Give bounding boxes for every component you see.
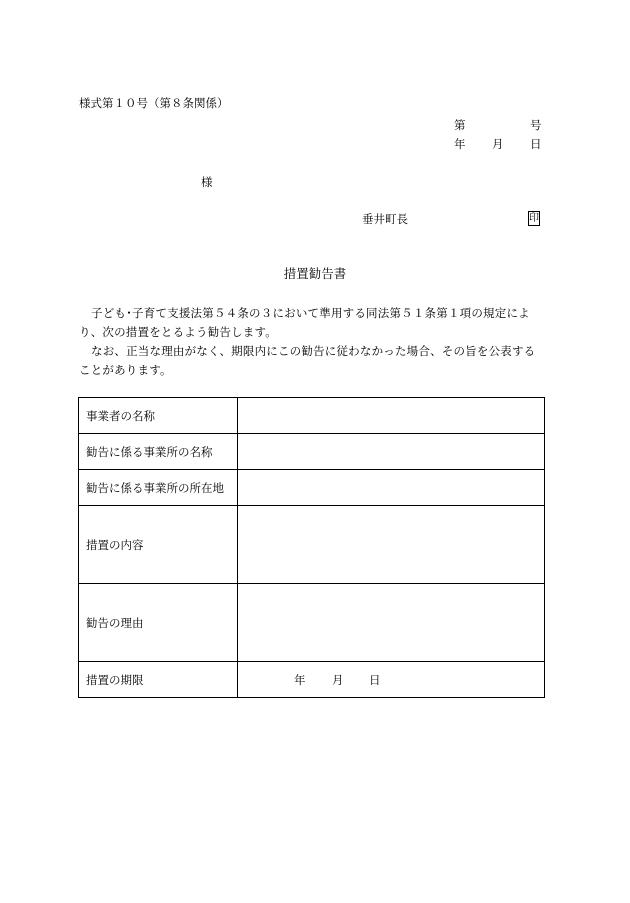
- table-row: [79, 506, 545, 584]
- recommendation-reason-field[interactable]: [238, 584, 545, 662]
- row-label: 勧告に係る事業所の名称: [79, 434, 238, 470]
- row-label: 措置の内容: [79, 506, 238, 584]
- issue-date-month: 月: [492, 137, 504, 151]
- form-number: 様式第１０号（第８条関係）: [79, 96, 229, 110]
- row-label: 勧告に係る事業所の所在地: [79, 470, 238, 506]
- row-label: 措置の期限: [79, 662, 238, 698]
- document-number-prefix: 第: [454, 118, 466, 132]
- paragraph-disclosure: [79, 342, 553, 380]
- deadline-date-field[interactable]: [238, 662, 545, 698]
- issue-date-year: 年: [454, 137, 466, 151]
- table-row: [79, 398, 545, 434]
- measure-content-field[interactable]: [238, 506, 545, 584]
- table-row: [79, 662, 545, 698]
- table-row: [79, 470, 545, 506]
- row-label: 勧告の理由: [79, 584, 238, 662]
- facility-name-field[interactable]: [238, 434, 545, 470]
- document-title: 措置勧告書: [283, 266, 347, 281]
- paragraph-line: ことがあります。: [79, 363, 172, 377]
- recommendation-table: [78, 397, 545, 698]
- row-label: 事業者の名称: [79, 398, 238, 434]
- issue-date-day: 日: [530, 137, 542, 151]
- paragraph-recommendation: [79, 304, 553, 342]
- facility-address-field[interactable]: [238, 470, 545, 506]
- document-number-suffix: 号: [530, 118, 542, 132]
- seal-mark: 印: [529, 213, 539, 224]
- table-row: [79, 434, 545, 470]
- paragraph-line: り、次の措置をとるよう勧告します。: [79, 325, 277, 339]
- addressee-suffix: 様: [201, 175, 213, 189]
- deadline-month-label: 月: [332, 672, 344, 687]
- issuer-name: 垂井町長: [362, 212, 408, 226]
- table-row: [79, 584, 545, 662]
- paragraph-line: 子ども･子育て支援法第５４条の３において準用する同法第５１条第１項の規定によ: [91, 306, 530, 320]
- deadline-year-label: 年: [294, 672, 306, 687]
- business-name-field[interactable]: [238, 398, 545, 434]
- paragraph-line: なお、正当な理由がなく、期限内にこの勧告に従わなかった場合、その旨を公表する: [91, 344, 536, 358]
- deadline-day-label: 日: [369, 672, 381, 687]
